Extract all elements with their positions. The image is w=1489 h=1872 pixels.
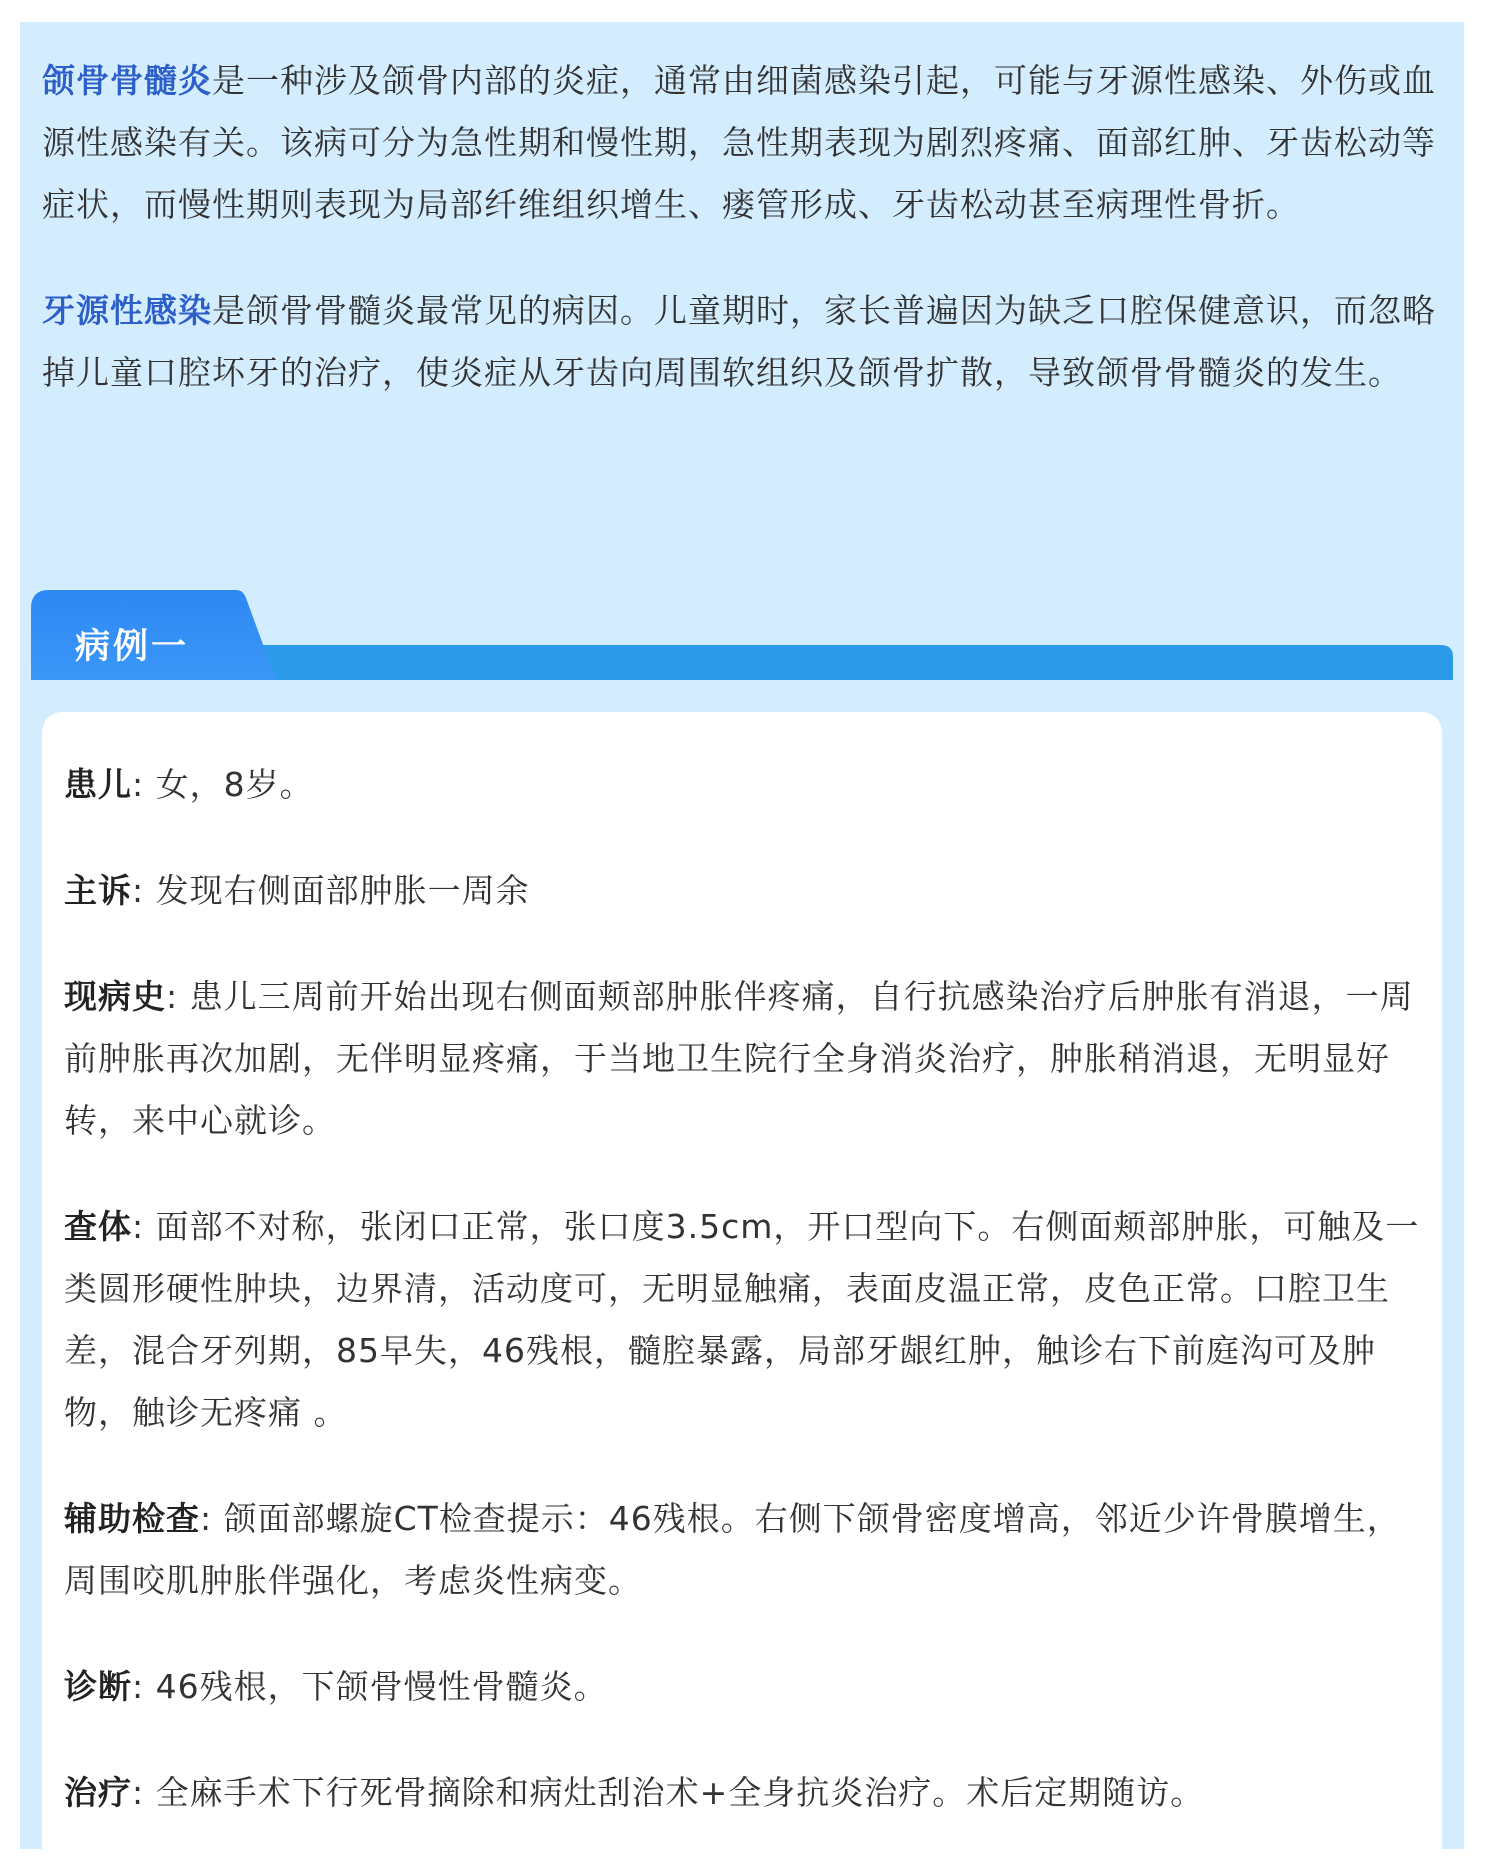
section-text: 女，8岁。 — [155, 765, 314, 804]
section-separator: : — [132, 871, 156, 910]
case-body — [64, 754, 1424, 1868]
section-separator: : — [132, 765, 156, 804]
case-card — [42, 712, 1442, 1872]
case-section-auxiliary-exam — [64, 1488, 1424, 1612]
section-separator: : — [132, 1773, 156, 1812]
case-title: 病例一 — [75, 627, 190, 667]
section-text: 发现右侧面部肿胀一周余 — [155, 871, 530, 910]
section-separator: : — [200, 1499, 224, 1538]
case-section-chief-complaint — [64, 860, 1424, 922]
case-section-physical-exam — [64, 1196, 1424, 1444]
section-separator: : — [132, 1667, 156, 1706]
section-label: 患儿 — [64, 765, 132, 804]
section-separator: : — [132, 1207, 156, 1246]
case-section-diagnosis — [64, 1656, 1424, 1718]
case-header-shape — [31, 590, 1453, 716]
case-section-patient — [64, 754, 1424, 816]
section-label: 诊断 — [64, 1667, 132, 1706]
section-label: 辅助检查 — [64, 1499, 200, 1538]
section-text: 面部不对称，张闭口正常，张口度3.5cm，开口型向下。右侧面颊部肿胀，可触及一类圆形硬性肿块，边界清，活动度可，无明显触痛，表面皮温正常，皮色正常。口腔卫生差，混合牙列期，85早失，46残根，髓腔暴露，局部牙龈红肿，触诊右下前庭沟可及肿物，触诊无疼痛 。 — [64, 1207, 1420, 1432]
intro-paragraph-2 — [42, 280, 1462, 404]
intro-term-highlight: 牙源性感染 — [42, 291, 212, 330]
case-header-banner — [31, 590, 1453, 716]
intro-paragraph-1 — [42, 50, 1462, 236]
case-section-history — [64, 966, 1424, 1152]
intro-section — [42, 50, 1462, 448]
article-container — [20, 22, 1464, 1849]
section-text: 46残根，下颌骨慢性骨髓炎。 — [155, 1667, 608, 1706]
section-separator: : — [166, 977, 190, 1016]
section-text: 患儿三周前开始出现右侧面颊部肿胀伴疼痛，自行抗感染治疗后肿胀有消退，一周前肿胀再次加剧，无伴明显疼痛，于当地卫生院行全身消炎治疗，肿胀稍消退，无明显好转，来中心就诊。 — [64, 977, 1414, 1140]
section-label: 查体 — [64, 1207, 132, 1246]
section-label: 现病史 — [64, 977, 166, 1016]
intro-paragraph-text: 是一种涉及颌骨内部的炎症，通常由细菌感染引起，可能与牙源性感染、外伤或血源性感染有关。该病可分为急性期和慢性期，急性期表现为剧烈疼痛、面部红肿、牙齿松动等症状，而慢性期则表现为局部纤维组织增生、瘘管形成、牙齿松动甚至病理性骨折。 — [42, 61, 1436, 224]
section-text: 颌面部螺旋CT检查提示：46残根。右侧下颌骨密度增高，邻近少许骨膜增生，周围咬肌肿胀伴强化，考虑炎性病变。 — [64, 1499, 1401, 1600]
section-label: 主诉 — [64, 871, 132, 910]
section-label: 治疗 — [64, 1773, 132, 1812]
section-text: 全麻手术下行死骨摘除和病灶刮治术+全身抗炎治疗。术后定期随访。 — [155, 1773, 1205, 1812]
intro-term-highlight: 颌骨骨髓炎 — [42, 61, 212, 100]
intro-paragraph-text: 是颌骨骨髓炎最常见的病因。儿童期时，家长普遍因为缺乏口腔保健意识，而忽略掉儿童口腔坏牙的治疗，使炎症从牙齿向周围软组织及颌骨扩散，导致颌骨骨髓炎的发生。 — [42, 291, 1436, 392]
case-section-treatment — [64, 1762, 1424, 1824]
